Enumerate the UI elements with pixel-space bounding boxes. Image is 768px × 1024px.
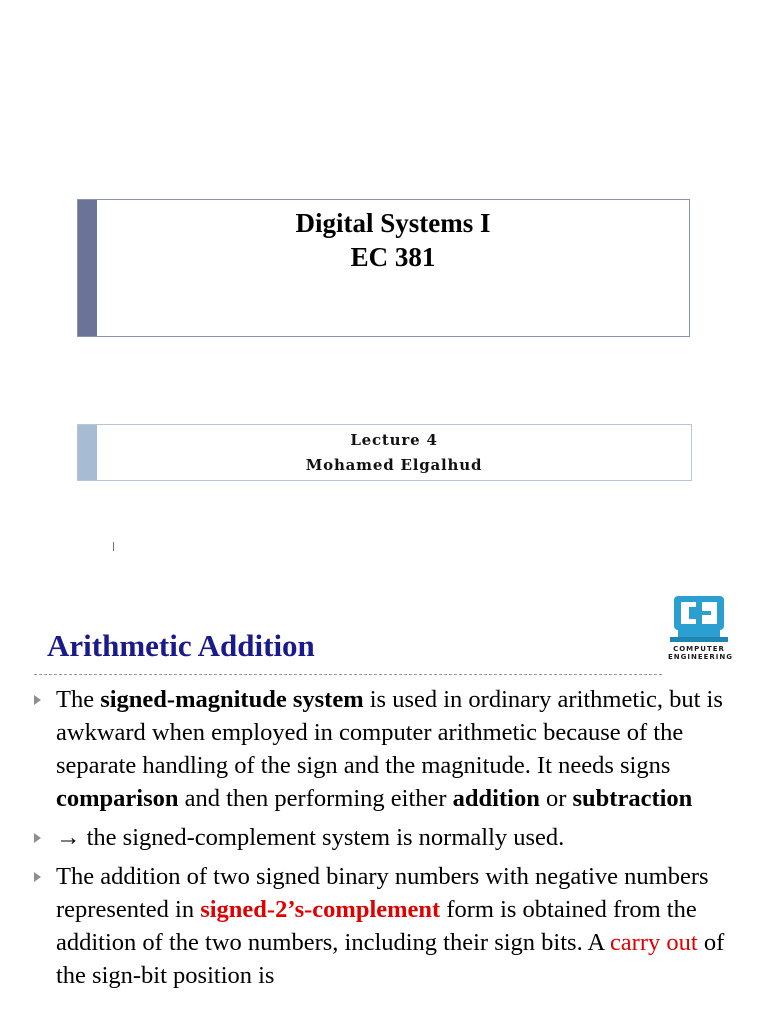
bullet-item-2	[34, 821, 734, 854]
text-run: The addition of two signed binary numbers with negative numbers represented in	[56, 863, 709, 923]
text-run: of the sign-bit position is	[56, 929, 725, 989]
bullet-item-3	[34, 860, 734, 992]
bullet-list	[34, 683, 734, 998]
subtitle-box	[77, 424, 692, 481]
lecture-number: Lecture 4	[350, 431, 438, 449]
text-run: form is obtained from the addition of the two numbers, including their sign bits. A	[56, 896, 697, 956]
text-run: or	[539, 785, 573, 812]
bullet-marker-icon	[34, 872, 41, 882]
course-title: Digital Systems I	[295, 208, 491, 238]
title-accent-bar	[78, 200, 97, 336]
bullet-item-1	[34, 683, 734, 815]
text-run: is used in ordinary arithmetic, but is awkward when employed in computer arithmetic because of the separate handling of the sign and the magnitude. It needs signs	[56, 686, 723, 779]
title-box	[77, 199, 690, 337]
slide-heading: Arithmetic Addition	[47, 628, 315, 663]
bullet-marker-icon	[34, 695, 41, 705]
heading-divider	[34, 674, 662, 675]
logo-line-1: COMPUTER	[673, 645, 725, 653]
course-code: EC 381	[350, 242, 436, 272]
text-run: The	[56, 686, 101, 713]
logo-caption	[668, 645, 734, 661]
bold-term: comparison	[56, 785, 179, 812]
title-text	[97, 206, 689, 274]
highlight-term: carry out	[609, 929, 698, 956]
subtitle-accent-bar	[78, 425, 97, 480]
bullet-marker-icon	[34, 833, 41, 843]
bold-term: signed-magnitude system	[100, 686, 364, 713]
bold-term: addition	[452, 785, 540, 812]
author-name: Mohamed Elgalhud	[305, 456, 483, 474]
arrow-icon: →	[56, 824, 81, 851]
highlight-term: signed-2’s-complement	[200, 896, 441, 923]
text-run: the signed-complement system is normally used.	[80, 824, 565, 851]
page-marker	[113, 542, 114, 551]
text-run: and then performing either	[178, 785, 453, 812]
logo-line-2: ENGINEERING	[668, 653, 734, 661]
bold-term: subtraction	[572, 785, 693, 812]
subtitle-text	[97, 428, 691, 478]
